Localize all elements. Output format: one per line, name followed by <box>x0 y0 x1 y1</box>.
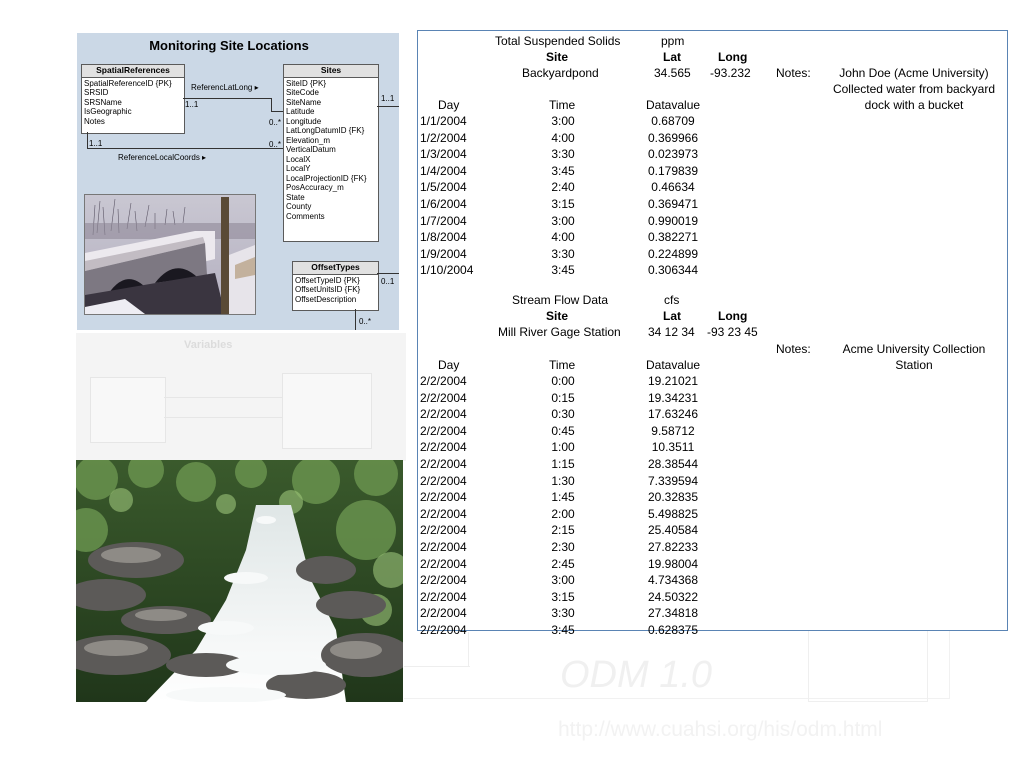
row-day: 2/2/2004 <box>420 556 467 571</box>
dataset2-note-line: Station <box>895 358 933 372</box>
dataset1-site-name: Backyardpond <box>522 66 599 80</box>
row-value: 0.369471 <box>647 197 699 211</box>
relation-line <box>87 132 88 148</box>
row-value: 0.68709 <box>651 114 695 128</box>
row-day: 1/10/2004 <box>420 263 474 278</box>
row-day: 1/7/2004 <box>420 213 467 228</box>
entity-field: SiteName <box>286 97 322 107</box>
entity-header: SpatialReferences <box>82 65 184 78</box>
relation-label-localcoords: ReferenceLocalCoords ▸ <box>118 153 207 162</box>
entity-field: LocalY <box>286 164 311 173</box>
row-time: 3:00 <box>551 114 575 128</box>
row-time: 3:45 <box>551 623 575 637</box>
entity-field: SRSName <box>84 97 122 107</box>
faded-entity-box <box>808 630 928 702</box>
dataset1-lat-header: Lat <box>663 50 681 64</box>
relation-line <box>271 111 283 112</box>
row-time: 3:15 <box>551 589 575 604</box>
dataset2-unit: cfs <box>664 293 680 307</box>
table-row <box>418 147 718 164</box>
row-time: 1:15 <box>551 457 575 471</box>
row-day: 1/2/2004 <box>420 130 467 145</box>
dataset1-notes-label: Notes: <box>776 66 811 80</box>
multiplicity: 0..* <box>269 140 282 149</box>
row-day: 2/2/2004 <box>420 573 467 588</box>
row-time: 3:45 <box>551 263 575 278</box>
entity-field: Longitude <box>286 116 322 126</box>
table-row <box>418 131 718 148</box>
entity-fields <box>284 78 378 223</box>
dataset2-lat-header: Lat <box>663 309 681 323</box>
dataset1-col-value: Datavalue <box>646 98 701 112</box>
table-row <box>418 490 718 507</box>
row-value: 0.179839 <box>647 163 699 178</box>
table-row <box>418 573 718 590</box>
entity-fields <box>293 275 378 306</box>
faded-connector <box>164 397 282 398</box>
entity-field: State <box>286 192 305 202</box>
row-day: 1/8/2004 <box>420 230 467 245</box>
row-time: 3:00 <box>551 213 575 228</box>
table-row <box>418 440 718 457</box>
row-value: 28.38544 <box>647 457 699 471</box>
row-time: 2:00 <box>551 506 575 521</box>
monitoring-site-diagram <box>77 33 399 330</box>
row-time: 4:00 <box>551 230 575 245</box>
row-day: 2/2/2004 <box>420 540 467 554</box>
row-time: 0:30 <box>551 407 575 422</box>
entity-field: Notes <box>84 116 105 126</box>
table-row <box>418 263 718 280</box>
faded-variables-title: Variables <box>184 339 233 351</box>
row-value: 20.32835 <box>647 490 699 505</box>
entity-field: Latitude <box>286 107 315 116</box>
row-value: 25.40584 <box>647 523 699 538</box>
row-day: 2/2/2004 <box>420 440 467 455</box>
table-row <box>418 457 718 474</box>
relation-line <box>271 98 272 111</box>
bridge-snow-photo <box>84 194 256 315</box>
entity-field: SpatialReferenceID {PK} <box>84 78 172 88</box>
dataset2-site-name: Mill River Gage Station <box>498 325 621 339</box>
row-value: 24.50322 <box>647 589 699 604</box>
row-day: 2/2/2004 <box>420 623 467 637</box>
row-value: 5.498825 <box>647 506 699 521</box>
multiplicity: 0..* <box>269 118 282 127</box>
mountain-stream-photo <box>76 460 403 702</box>
row-value: 19.34231 <box>647 390 699 405</box>
table-row <box>418 391 718 408</box>
entity-field: OffsetDescription <box>295 294 357 304</box>
row-day: 2/2/2004 <box>420 523 467 538</box>
row-value: 27.34818 <box>647 606 699 621</box>
faded-frame-line <box>404 666 470 667</box>
row-value: 19.98004 <box>647 556 699 571</box>
table-row <box>418 424 718 441</box>
row-day: 1/3/2004 <box>420 147 467 162</box>
entity-field: VerticalDatum <box>286 145 336 154</box>
data-table-panel <box>417 30 1008 637</box>
entity-field: OffsetUnitsID {FK} <box>295 285 361 294</box>
multiplicity: 1..1 <box>89 139 103 148</box>
entity-field: PosAccuracy_m <box>286 183 344 192</box>
multiplicity: 0..1 <box>381 277 395 286</box>
dataset1-note-line: dock with a bucket <box>864 98 964 112</box>
dataset2-long: -93 23 45 <box>707 325 758 339</box>
row-value: 7.339594 <box>647 473 699 488</box>
dataset2-site-header: Site <box>546 309 569 323</box>
row-time: 0:15 <box>551 390 575 405</box>
table-row <box>418 164 718 181</box>
entity-field: SiteCode <box>286 88 319 97</box>
entity-field: Elevation_m <box>286 135 331 145</box>
dataset2-note-line: Acme University Collection <box>842 342 986 356</box>
table-row <box>418 180 718 197</box>
entity-header: Sites <box>284 65 378 78</box>
faded-entity-box <box>282 373 372 449</box>
row-value: 0.990019 <box>647 213 699 228</box>
row-day: 1/1/2004 <box>420 114 467 128</box>
table-row <box>418 247 718 264</box>
dataset1-parameter: Total Suspended Solids <box>495 34 621 48</box>
relation-line <box>377 273 399 274</box>
dataset1-site-header: Site <box>546 50 569 64</box>
row-time: 3:00 <box>551 573 575 588</box>
entity-field: LocalX <box>286 154 311 164</box>
row-time: 2:30 <box>551 540 575 554</box>
row-value: 0.224899 <box>647 246 699 261</box>
row-time: 1:30 <box>551 473 575 488</box>
row-day: 2/2/2004 <box>420 506 467 521</box>
row-day: 1/6/2004 <box>420 197 467 211</box>
row-value: 27.82233 <box>647 540 699 554</box>
dataset1-note-line: John Doe (Acme University) <box>839 66 989 80</box>
row-value: 9.58712 <box>651 423 695 438</box>
dataset2-long-header: Long <box>718 309 748 323</box>
table-row <box>418 230 718 247</box>
table-row <box>418 374 718 391</box>
odm-url: http://www.cuahsi.org/his/odm.html <box>558 718 883 741</box>
entity-field: LatLongDatumID {FK} <box>286 126 365 135</box>
table-row <box>418 557 718 574</box>
row-day: 2/2/2004 <box>420 490 467 505</box>
table-row <box>418 114 718 131</box>
row-time: 3:30 <box>551 246 575 261</box>
table-row <box>418 507 718 524</box>
row-day: 1/4/2004 <box>420 163 467 178</box>
table-row <box>418 407 718 424</box>
table-row <box>418 606 718 623</box>
offset-types-entity <box>292 261 379 311</box>
faded-connector <box>164 417 282 418</box>
sites-entity <box>283 64 379 242</box>
row-value: 4.734368 <box>647 573 699 588</box>
row-day: 2/2/2004 <box>420 606 467 621</box>
row-time: 2:45 <box>551 556 575 571</box>
row-value: 10.3511 <box>651 440 695 455</box>
dataset1-unit: ppm <box>661 34 685 48</box>
row-day: 1/9/2004 <box>420 246 467 261</box>
row-day: 2/2/2004 <box>420 374 467 388</box>
row-day: 2/2/2004 <box>420 473 467 488</box>
relation-line <box>183 98 271 99</box>
entity-field: LocalProjectionID {FK} <box>286 173 367 183</box>
row-value: 19.21021 <box>647 374 699 388</box>
row-value: 0.369966 <box>647 130 699 145</box>
multiplicity: 1..1 <box>381 94 395 103</box>
dataset2-lat: 34 12 34 <box>648 325 695 339</box>
dataset1-long-header: Long <box>718 50 748 64</box>
dataset1-lat: 34.565 <box>654 66 691 80</box>
table-row <box>418 590 718 607</box>
row-time: 1:45 <box>551 490 575 505</box>
row-day: 2/2/2004 <box>420 407 467 422</box>
row-value: 0.382271 <box>647 230 699 245</box>
entity-header: OffsetTypes <box>293 262 378 275</box>
row-time: 2:15 <box>551 523 575 538</box>
diagram-title: Monitoring Site Locations <box>149 38 309 53</box>
row-day: 2/2/2004 <box>420 390 467 405</box>
relation-line <box>355 309 356 330</box>
spatial-references-entity <box>81 64 185 134</box>
dataset2-col-value: Datavalue <box>646 358 701 372</box>
row-time: 3:30 <box>551 606 575 621</box>
relation-line <box>377 106 399 107</box>
row-time: 1:00 <box>551 440 575 455</box>
row-time: 4:00 <box>551 130 575 145</box>
row-day: 2/2/2004 <box>420 457 467 471</box>
table-row <box>418 523 718 540</box>
row-time: 3:30 <box>551 147 575 162</box>
relation-label-latlong: ReferencLatLong ▸ <box>191 83 259 92</box>
entity-field: Comments <box>286 211 325 221</box>
row-value: 17.63246 <box>647 407 699 422</box>
faded-entity-box <box>90 377 166 443</box>
row-value: 0.023973 <box>647 147 699 162</box>
row-day: 1/5/2004 <box>420 180 467 195</box>
table-row <box>418 214 718 231</box>
faded-variables-diagram <box>76 333 406 461</box>
multiplicity: 1..1 <box>185 100 199 109</box>
table-row <box>418 540 718 557</box>
table-row <box>418 474 718 491</box>
dataset2-notes-label: Notes: <box>776 342 811 356</box>
dataset1-long: -93.232 <box>710 66 751 80</box>
row-time: 0:45 <box>551 423 575 438</box>
row-time: 3:15 <box>551 197 575 211</box>
entity-field: IsGeographic <box>84 107 132 116</box>
row-time: 2:40 <box>551 180 575 195</box>
row-time: 3:45 <box>551 163 575 178</box>
relation-line <box>87 148 283 149</box>
dataset1-note-line: Collected water from backyard <box>832 82 996 96</box>
row-value: 0.46634 <box>651 180 695 195</box>
dataset1-col-time: Time <box>549 98 576 112</box>
row-day: 2/2/2004 <box>420 589 467 604</box>
dataset2-col-day: Day <box>438 358 460 372</box>
row-day: 2/2/2004 <box>420 423 467 438</box>
odm-watermark: ODM 1.0 <box>560 654 713 696</box>
table-row <box>418 623 718 640</box>
dataset2-parameter: Stream Flow Data <box>512 293 609 307</box>
row-value: 0.306344 <box>647 263 699 278</box>
row-value: 0.628375 <box>647 623 699 637</box>
entity-field: SRSID <box>84 88 109 97</box>
entity-field: OffsetTypeID {PK} <box>295 275 360 285</box>
table-row <box>418 197 718 214</box>
row-time: 0:00 <box>551 374 575 388</box>
dataset2-col-time: Time <box>549 358 576 372</box>
dataset1-col-day: Day <box>438 98 460 112</box>
entity-field: SiteID {PK} <box>286 78 327 88</box>
multiplicity: 0..* <box>359 317 372 326</box>
entity-fields <box>82 78 184 128</box>
entity-field: County <box>286 202 312 211</box>
